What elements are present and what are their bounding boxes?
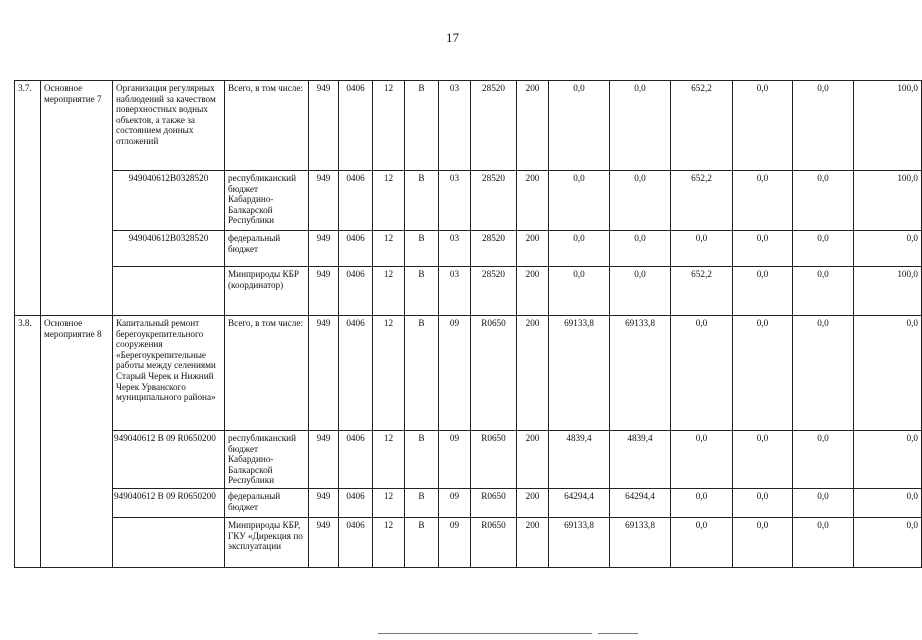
kbk-code: 949040612 В 09 R0650200 (113, 431, 225, 489)
kbk-code: 949040612В0328520 (113, 171, 225, 231)
value-cell: 652,2 (671, 81, 733, 171)
code-cell: 0406 (339, 431, 373, 489)
value-cell: 652,2 (671, 171, 733, 231)
code-cell: 09 (439, 316, 471, 431)
code-cell: 28520 (471, 81, 517, 171)
kbk-code (113, 518, 225, 568)
code-cell: 200 (517, 316, 549, 431)
code-cell: 0406 (339, 518, 373, 568)
code-cell: R0650 (471, 518, 517, 568)
funding-source: Минприроды КБР, ГКУ «Дирекция по эксплуатации (225, 518, 309, 568)
value-cell: 0,0 (793, 267, 854, 316)
code-cell: 949 (309, 518, 339, 568)
code-cell: 03 (439, 267, 471, 316)
section-description: Капитальный ремонт берегоукрепительного сооружения «Берегоукрепительные работы между селениями Старый Черек и Нижний Черек Урванского муниципального района» (113, 316, 225, 431)
value-cell: 69133,8 (549, 518, 610, 568)
table-row (15, 489, 922, 518)
code-cell: 03 (439, 81, 471, 171)
value-cell: 0,0 (671, 518, 733, 568)
value-cell: 0,0 (671, 316, 733, 431)
code-cell: В (405, 489, 439, 518)
value-cell: 69133,8 (549, 316, 610, 431)
value-cell: 652,2 (671, 267, 733, 316)
code-cell: 28520 (471, 171, 517, 231)
table-row (15, 431, 922, 489)
code-cell: В (405, 267, 439, 316)
value-cell: 0,0 (793, 81, 854, 171)
value-cell: 0,0 (610, 81, 671, 171)
funding-source: республиканский бюджет Кабардино-Балкарской Республики (225, 431, 309, 489)
section-number: 3.7. (15, 81, 41, 316)
funding-source: Минприроды КБР (координатор) (225, 267, 309, 316)
code-cell: 12 (373, 81, 405, 171)
code-cell: 03 (439, 171, 471, 231)
code-cell: 949 (309, 489, 339, 518)
value-cell: 0,0 (793, 489, 854, 518)
code-cell: 200 (517, 267, 549, 316)
code-cell: R0650 (471, 431, 517, 489)
budget-table (14, 80, 922, 568)
kbk-code: 949040612В0328520 (113, 231, 225, 267)
value-cell: 0,0 (549, 81, 610, 171)
funding-source: Всего, в том числе: (225, 316, 309, 431)
value-cell: 0,0 (793, 171, 854, 231)
value-cell: 0,0 (793, 518, 854, 568)
code-cell: 949 (309, 171, 339, 231)
code-cell: 0406 (339, 231, 373, 267)
table-row (15, 316, 922, 431)
value-cell: 100,0 (854, 267, 922, 316)
code-cell: 200 (517, 231, 549, 267)
value-cell: 0,0 (793, 231, 854, 267)
code-cell: 200 (517, 431, 549, 489)
value-cell: 0,0 (610, 171, 671, 231)
code-cell: В (405, 231, 439, 267)
value-cell: 0,0 (671, 489, 733, 518)
code-cell: 200 (517, 171, 549, 231)
value-cell: 100,0 (854, 171, 922, 231)
code-cell: 0406 (339, 489, 373, 518)
code-cell: 12 (373, 431, 405, 489)
code-cell: 12 (373, 316, 405, 431)
code-cell: 28520 (471, 231, 517, 267)
section-name: Основное мероприятие 7 (41, 81, 113, 316)
code-cell: 12 (373, 267, 405, 316)
value-cell: 0,0 (733, 518, 793, 568)
funding-source: федеральный бюджет (225, 489, 309, 518)
kbk-code (113, 267, 225, 316)
code-cell: 949 (309, 316, 339, 431)
code-cell: R0650 (471, 316, 517, 431)
code-cell: В (405, 316, 439, 431)
value-cell: 0,0 (854, 489, 922, 518)
code-cell: 12 (373, 171, 405, 231)
value-cell: 64294,4 (610, 489, 671, 518)
value-cell: 0,0 (733, 431, 793, 489)
code-cell: 12 (373, 489, 405, 518)
code-cell: 28520 (471, 267, 517, 316)
code-cell: В (405, 81, 439, 171)
code-cell: 09 (439, 431, 471, 489)
code-cell: В (405, 431, 439, 489)
code-cell: 0406 (339, 267, 373, 316)
value-cell: 0,0 (733, 489, 793, 518)
code-cell: R0650 (471, 489, 517, 518)
value-cell: 0,0 (671, 431, 733, 489)
funding-source: Всего, в том числе: (225, 81, 309, 171)
code-cell: 0406 (339, 171, 373, 231)
code-cell: 12 (373, 231, 405, 267)
value-cell: 0,0 (610, 231, 671, 267)
value-cell: 0,0 (733, 231, 793, 267)
value-cell: 0,0 (733, 81, 793, 171)
value-cell: 69133,8 (610, 518, 671, 568)
page-number: 17 (446, 30, 459, 45)
kbk-code: 949040612 В 09 R0650200 (113, 489, 225, 518)
value-cell: 0,0 (793, 431, 854, 489)
code-cell: 949 (309, 231, 339, 267)
code-cell: 949 (309, 431, 339, 489)
table-row (15, 231, 922, 267)
code-cell: 09 (439, 489, 471, 518)
section-description: Организация регулярных наблюдений за качеством поверхностных водных объектов, а также за состоянием донных отложений (113, 81, 225, 171)
value-cell: 0,0 (549, 267, 610, 316)
code-cell: В (405, 518, 439, 568)
code-cell: 949 (309, 81, 339, 171)
code-cell: 09 (439, 518, 471, 568)
table-row (15, 81, 922, 171)
code-cell: 0406 (339, 81, 373, 171)
table-row (15, 267, 922, 316)
code-cell: 200 (517, 518, 549, 568)
section-number: 3.8. (15, 316, 41, 568)
table-row (15, 171, 922, 231)
code-cell: В (405, 171, 439, 231)
code-cell: 200 (517, 489, 549, 518)
value-cell: 0,0 (549, 231, 610, 267)
section-name: Основное мероприятие 8 (41, 316, 113, 568)
scan-mark (378, 633, 592, 634)
value-cell: 0,0 (854, 316, 922, 431)
value-cell: 0,0 (854, 431, 922, 489)
code-cell: 12 (373, 518, 405, 568)
scan-mark (598, 633, 638, 634)
value-cell: 100,0 (854, 81, 922, 171)
value-cell: 69133,8 (610, 316, 671, 431)
value-cell: 0,0 (733, 267, 793, 316)
code-cell: 949 (309, 267, 339, 316)
value-cell: 0,0 (610, 267, 671, 316)
value-cell: 0,0 (549, 171, 610, 231)
value-cell: 0,0 (854, 231, 922, 267)
value-cell: 4839,4 (610, 431, 671, 489)
code-cell: 200 (517, 81, 549, 171)
value-cell: 0,0 (671, 231, 733, 267)
value-cell: 4839,4 (549, 431, 610, 489)
table-row (15, 518, 922, 568)
value-cell: 0,0 (733, 171, 793, 231)
value-cell: 64294,4 (549, 489, 610, 518)
value-cell: 0,0 (854, 518, 922, 568)
code-cell: 0406 (339, 316, 373, 431)
funding-source: федеральный бюджет (225, 231, 309, 267)
funding-source: республиканский бюджет Кабардино-Балкарской Республики (225, 171, 309, 231)
value-cell: 0,0 (793, 316, 854, 431)
code-cell: 03 (439, 231, 471, 267)
value-cell: 0,0 (733, 316, 793, 431)
